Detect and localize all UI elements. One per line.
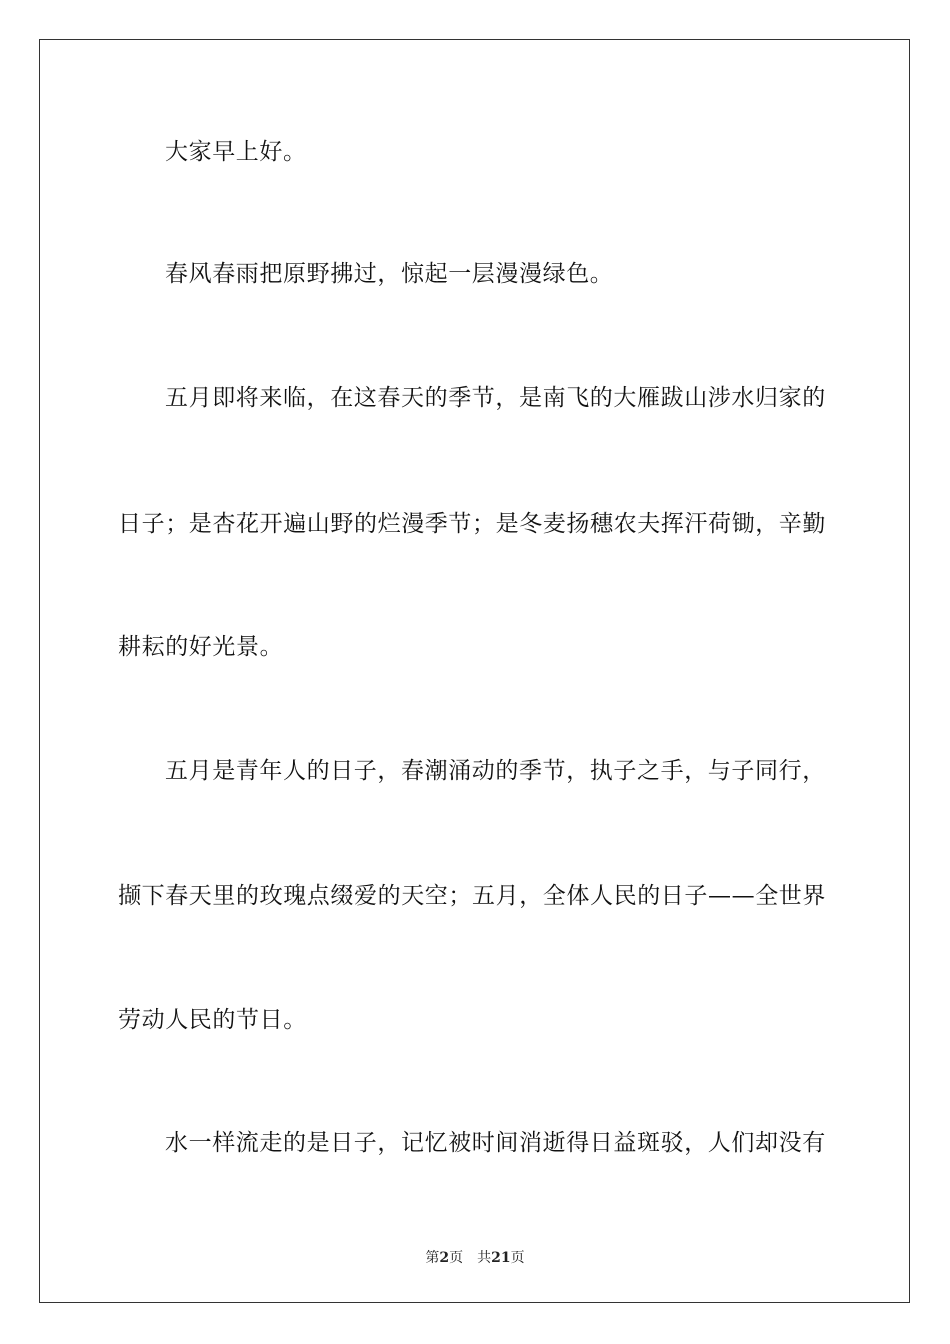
paragraph-line: 大家早上好。: [165, 139, 307, 165]
page-prefix: 第: [425, 1250, 440, 1266]
paragraph-line: 五月是青年人的日子，春潮涌动的季节，执子之手，与子同行，: [165, 758, 826, 784]
page-unit: 页: [449, 1250, 464, 1266]
page-border: [39, 39, 910, 1303]
paragraph-line: 劳动人民的节日。: [118, 1007, 307, 1033]
paragraph-line: 耕耘的好光景。: [118, 634, 284, 660]
paragraph-line: 水一样流走的是日子，记忆被时间消逝得日益斑驳，人们却没有: [165, 1130, 826, 1156]
paragraph-line: 日子；是杏花开遍山野的烂漫季节；是冬麦扬穗农夫挥汗荷锄，辛勤: [118, 511, 826, 537]
current-page-number: 2: [439, 1250, 450, 1266]
paragraph-line: 春风春雨把原野拂过，惊起一层漫漫绿色。: [165, 261, 614, 287]
total-page-count: 21: [491, 1250, 511, 1266]
paragraph-line: 五月即将来临，在这春天的季节，是南飞的大雁跋山涉水归家的: [165, 385, 826, 411]
total-unit: 页: [510, 1250, 525, 1266]
page-footer: [0, 1247, 950, 1267]
total-prefix: 共: [477, 1250, 492, 1266]
paragraph-line: 撷下春天里的玫瑰点缀爱的天空；五月，全体人民的日子——全世界: [118, 883, 826, 909]
